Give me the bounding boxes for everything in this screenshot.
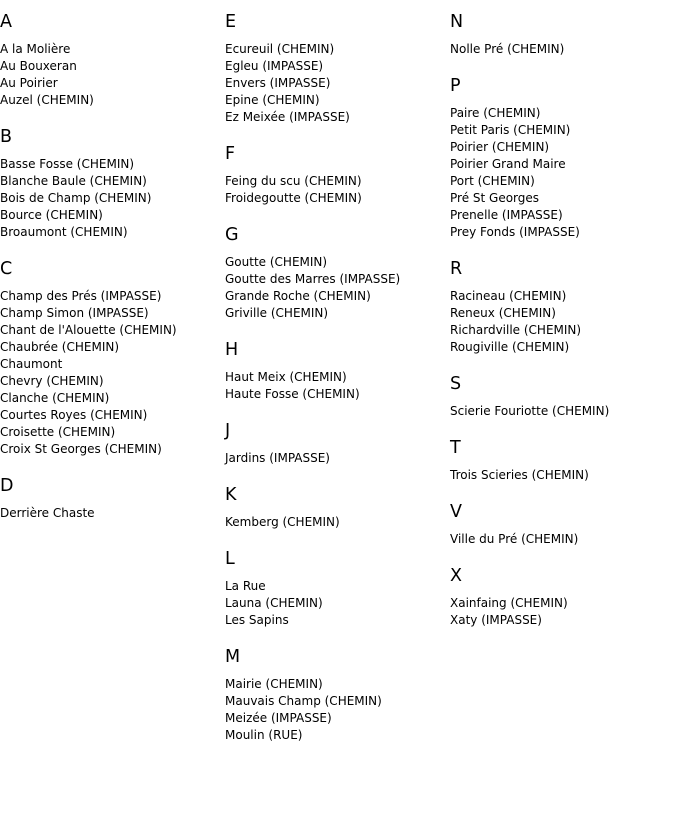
street-entry: Champ Simon (IMPASSE) [0, 306, 149, 320]
letter-group-x [450, 565, 675, 629]
letter-group-t [450, 437, 675, 484]
street-entry: Ville du Pré (CHEMIN) [450, 532, 579, 546]
street-entry: Rougiville (CHEMIN) [450, 340, 570, 354]
street-entry: Ez Meixée (IMPASSE) [225, 110, 350, 124]
street-entry: Clanche (CHEMIN) [0, 391, 110, 405]
street-entry: Moulin (RUE) [225, 728, 303, 742]
street-list [450, 595, 675, 629]
street-list [0, 505, 225, 522]
street-entry: Les Sapins [225, 613, 289, 627]
street-entry: Paire (CHEMIN) [450, 106, 541, 120]
letter-group-v [450, 501, 675, 548]
street-entry: Petit Paris (CHEMIN) [450, 123, 571, 137]
street-entry: Chevry (CHEMIN) [0, 374, 104, 388]
street-entry: Chant de l'Alouette (CHEMIN) [0, 323, 177, 337]
letter-heading: D [0, 476, 14, 496]
letter-heading: F [225, 144, 236, 164]
street-entry: Kemberg (CHEMIN) [225, 515, 340, 529]
street-entry: Basse Fosse (CHEMIN) [0, 157, 135, 171]
letter-heading: B [0, 127, 13, 147]
street-list [450, 41, 675, 58]
letter-group-l [225, 548, 450, 629]
street-entry: Mairie (CHEMIN) [225, 677, 323, 691]
letter-group-d [0, 475, 225, 522]
street-entry: Prenelle (IMPASSE) [450, 208, 563, 222]
street-list [450, 105, 675, 241]
street-list [225, 369, 450, 403]
index-column-3 [450, 11, 675, 646]
letter-heading: J [225, 421, 231, 441]
street-entry: Grande Roche (CHEMIN) [225, 289, 371, 303]
street-entry: Port (CHEMIN) [450, 174, 535, 188]
street-list [225, 676, 450, 744]
letter-group-s [450, 373, 675, 420]
letter-heading: M [225, 647, 241, 667]
street-list [450, 467, 675, 484]
letter-group-r [450, 258, 675, 356]
letter-heading: G [225, 225, 239, 245]
street-entry: Chaubrée (CHEMIN) [0, 340, 120, 354]
letter-heading: L [225, 549, 235, 569]
letter-group-j [225, 420, 450, 467]
street-list [225, 41, 450, 126]
street-entry: Nolle Pré (CHEMIN) [450, 42, 565, 56]
street-entry: Croisette (CHEMIN) [0, 425, 116, 439]
street-list [225, 173, 450, 207]
street-list [225, 578, 450, 629]
street-entry: La Rue [225, 579, 266, 593]
street-entry: Croix St Georges (CHEMIN) [0, 442, 162, 456]
street-entry: Prey Fonds (IMPASSE) [450, 225, 580, 239]
letter-group-p [450, 75, 675, 241]
street-entry: Chaumont [0, 357, 63, 371]
street-entry: Epine (CHEMIN) [225, 93, 320, 107]
street-entry: Poirier (CHEMIN) [450, 140, 550, 154]
letter-heading: R [450, 259, 463, 279]
street-entry: Courtes Royes (CHEMIN) [0, 408, 148, 422]
street-list [0, 156, 225, 241]
street-entry: Xaty (IMPASSE) [450, 613, 542, 627]
street-entry: Au Poirier [0, 76, 58, 90]
street-entry: Blanche Baule (CHEMIN) [0, 174, 147, 188]
letter-heading: T [450, 438, 461, 458]
index-column-2 [225, 11, 450, 761]
letter-group-c [0, 258, 225, 458]
letter-heading: A [0, 12, 12, 32]
street-entry: Champ des Prés (IMPASSE) [0, 289, 162, 303]
street-entry: Launa (CHEMIN) [225, 596, 323, 610]
street-entry: Feing du scu (CHEMIN) [225, 174, 362, 188]
street-list [0, 41, 225, 109]
street-list [0, 288, 225, 458]
letter-heading: S [450, 374, 462, 394]
letter-group-h [225, 339, 450, 403]
letter-heading: V [450, 502, 462, 522]
street-entry: Trois Scieries (CHEMIN) [450, 468, 589, 482]
letter-heading: H [225, 340, 239, 360]
street-entry: Meizée (IMPASSE) [225, 711, 332, 725]
street-entry: Ecureuil (CHEMIN) [225, 42, 335, 56]
letter-group-k [225, 484, 450, 531]
street-entry: Haut Meix (CHEMIN) [225, 370, 347, 384]
street-entry: Derrière Chaste [0, 506, 95, 520]
street-entry: Griville (CHEMIN) [225, 306, 329, 320]
letter-heading: E [225, 12, 237, 32]
street-entry: Haute Fosse (CHEMIN) [225, 387, 360, 401]
letter-group-g [225, 224, 450, 322]
letter-group-n [450, 11, 675, 58]
street-entry: Broaumont (CHEMIN) [0, 225, 128, 239]
street-entry: Goutte des Marres (IMPASSE) [225, 272, 401, 286]
letter-group-e [225, 11, 450, 126]
index-column-1 [0, 11, 225, 539]
street-list [450, 531, 675, 548]
letter-heading: N [450, 12, 464, 32]
street-entry: Racineau (CHEMIN) [450, 289, 567, 303]
street-entry: Envers (IMPASSE) [225, 76, 331, 90]
street-entry: Auzel (CHEMIN) [0, 93, 94, 107]
street-list [225, 254, 450, 322]
letter-group-a [0, 11, 225, 109]
letter-group-b [0, 126, 225, 241]
street-entry: Scierie Fouriotte (CHEMIN) [450, 404, 610, 418]
street-entry: Mauvais Champ (CHEMIN) [225, 694, 382, 708]
street-entry: Goutte (CHEMIN) [225, 255, 328, 269]
street-list [225, 450, 450, 467]
street-entry: Bource (CHEMIN) [0, 208, 103, 222]
letter-heading: X [450, 566, 462, 586]
letter-group-m [225, 646, 450, 744]
street-entry: Xainfaing (CHEMIN) [450, 596, 568, 610]
street-entry: Pré St Georges [450, 191, 540, 205]
letter-heading: C [0, 259, 13, 279]
street-entry: Richardville (CHEMIN) [450, 323, 582, 337]
letter-heading: K [225, 485, 237, 505]
street-entry: A la Molière [0, 42, 71, 56]
street-entry: Egleu (IMPASSE) [225, 59, 324, 73]
letter-group-f [225, 143, 450, 207]
street-list [450, 288, 675, 356]
street-entry: Au Bouxeran [0, 59, 77, 73]
letter-heading: P [450, 76, 461, 96]
street-entry: Jardins (IMPASSE) [225, 451, 330, 465]
street-entry: Poirier Grand Maire [450, 157, 566, 171]
street-list [450, 403, 675, 420]
street-entry: Reneux (CHEMIN) [450, 306, 556, 320]
street-entry: Froidegoutte (CHEMIN) [225, 191, 362, 205]
street-list [225, 514, 450, 531]
street-entry: Bois de Champ (CHEMIN) [0, 191, 152, 205]
